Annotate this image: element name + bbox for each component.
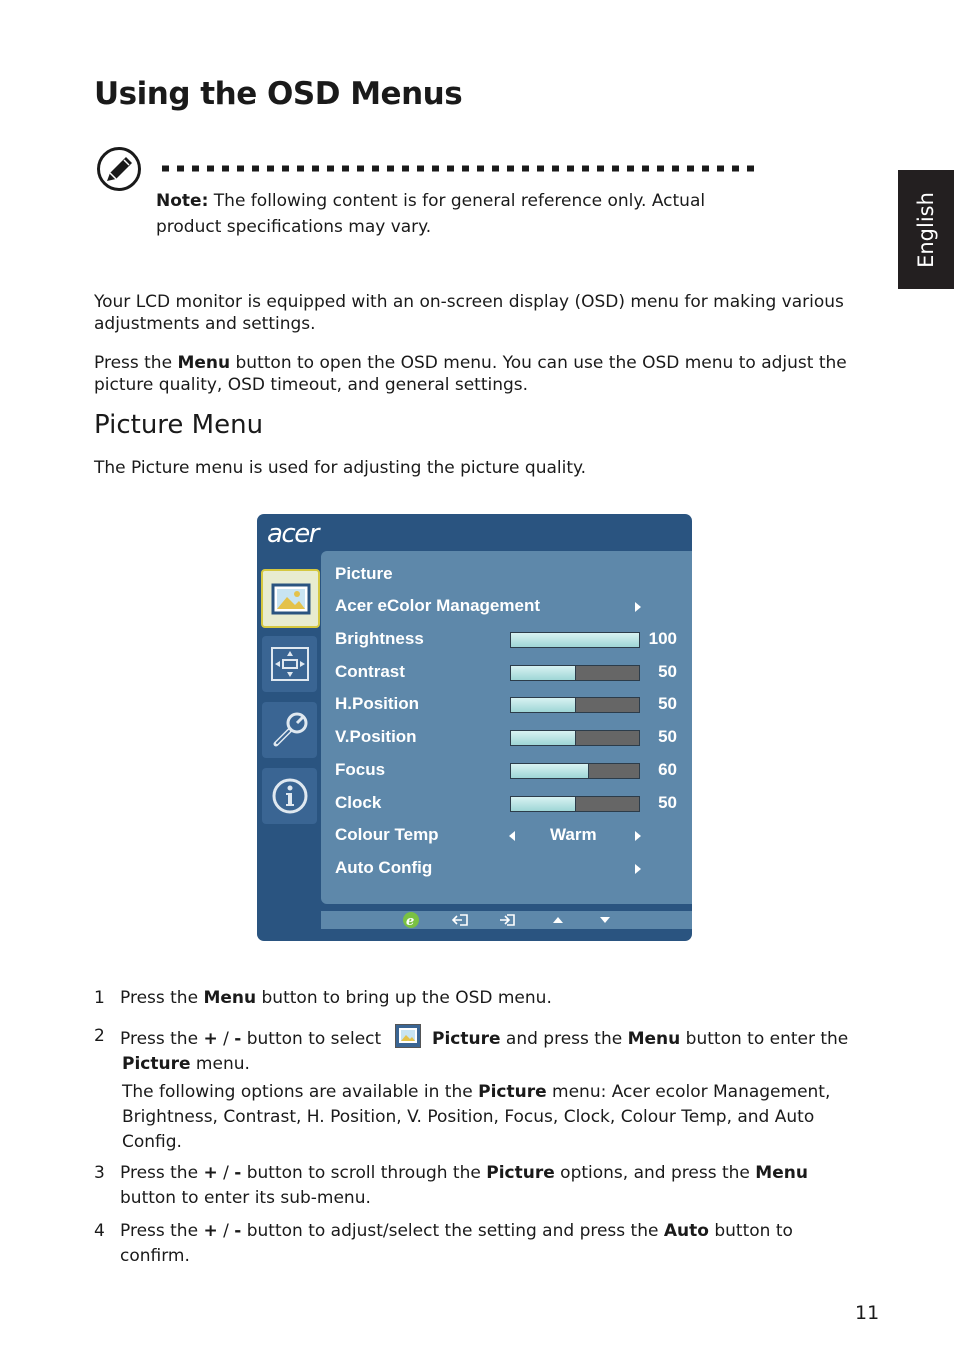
step-text: Press the <box>120 988 199 1008</box>
section-heading: Picture Menu <box>94 410 264 440</box>
step-text: options, and press the <box>560 1163 750 1183</box>
svg-text:acer: acer <box>267 519 318 546</box>
step-number: 4 <box>94 1221 105 1241</box>
osd-slider-value: 50 <box>658 694 677 713</box>
language-tab <box>898 170 954 289</box>
osd-slider-fill <box>511 698 576 712</box>
picture-icon <box>269 577 313 621</box>
step-text: Press the <box>120 1029 199 1049</box>
osd-slider-bar[interactable] <box>510 665 640 681</box>
osd-slider-label[interactable]: Contrast <box>335 662 405 681</box>
step-text: The following options are available in the <box>122 1082 473 1102</box>
step-text: button to adjust/select the setting and press the <box>246 1221 659 1241</box>
note-pen-icon <box>96 146 142 192</box>
note-body: The following content is for general reference only. Actual product specifications may vary. <box>156 191 706 237</box>
osd-slider-bar[interactable] <box>510 697 640 713</box>
osd-slider-label[interactable]: H.Position <box>335 694 420 713</box>
note-text <box>156 188 746 240</box>
osd-picture-panel <box>321 551 692 904</box>
plus-button-glyph: + <box>203 1029 218 1049</box>
step-text: / <box>223 1163 229 1183</box>
osd-panel-header: Picture <box>335 564 393 583</box>
step-text: button to confirm. <box>120 1221 793 1266</box>
step-text: button to enter its sub-menu. <box>120 1188 371 1208</box>
step-text: button to scroll through the <box>246 1163 481 1183</box>
chevron-left-icon[interactable] <box>509 831 515 841</box>
step-text: and press the <box>505 1029 623 1049</box>
osd-slider-bar[interactable] <box>510 763 640 779</box>
intro-text: button to open the OSD menu. You can use the OSD menu to adjust the picture quality, OSD timeout, and general settings. <box>94 353 847 395</box>
intro-text: Press the <box>94 353 173 373</box>
plus-button-glyph: + <box>203 1163 218 1183</box>
chevron-right-icon[interactable] <box>635 831 641 841</box>
settings-icon <box>268 708 312 752</box>
enter-icon[interactable] <box>498 912 518 928</box>
minus-button-glyph: - <box>234 1029 242 1049</box>
osd-slider-label[interactable]: Clock <box>335 793 382 812</box>
section-description: The Picture menu is used for adjusting the picture quality. <box>94 458 587 478</box>
osd-slider-fill <box>511 666 576 680</box>
osd-footer-bar <box>321 911 692 929</box>
step-bold: Picture <box>122 1054 191 1074</box>
step-bold: Menu <box>203 988 257 1008</box>
chevron-right-icon <box>635 602 641 612</box>
step-text: / <box>223 1029 229 1049</box>
step-text: button to enter the <box>685 1029 849 1049</box>
plus-button-glyph: + <box>203 1221 218 1241</box>
step-bold: Picture <box>486 1163 555 1183</box>
osd-colour-temp-value: Warm <box>550 825 597 844</box>
note-label: Note: <box>156 191 209 211</box>
osd-picture-tab[interactable] <box>261 569 320 628</box>
page-number: 11 <box>855 1302 880 1324</box>
osd-slider-fill <box>511 764 589 778</box>
step-bold: Picture <box>478 1082 547 1102</box>
osd-menu-screenshot <box>257 514 692 941</box>
osd-slider-bar[interactable] <box>510 796 640 812</box>
page-title: Using the OSD Menus <box>94 76 463 112</box>
position-icon <box>268 642 312 686</box>
osd-slider-bar[interactable] <box>510 730 640 746</box>
step-number: 1 <box>94 988 105 1008</box>
minus-button-glyph: - <box>234 1221 242 1241</box>
step-text: button to bring up the OSD menu. <box>261 988 552 1008</box>
chevron-right-icon <box>635 864 641 874</box>
step-text: button to select <box>246 1029 382 1049</box>
osd-slider-value: 50 <box>658 727 677 746</box>
intro-bold: Menu <box>177 353 231 373</box>
osd-slider-fill <box>511 797 576 811</box>
osd-slider-label[interactable]: Focus <box>335 760 386 779</box>
language-tab-label: English <box>914 191 938 268</box>
osd-ecolor-item[interactable]: Acer eColor Management <box>335 596 540 615</box>
step-bold: Menu <box>627 1029 681 1049</box>
step-text: menu. <box>195 1054 250 1074</box>
osd-slider-value: 100 <box>648 629 677 648</box>
exit-icon[interactable] <box>451 912 471 928</box>
osd-slider-value: 60 <box>658 760 677 779</box>
svg-text:e: e <box>406 914 415 928</box>
osd-slider-fill <box>511 731 576 745</box>
note-divider <box>160 165 758 172</box>
minus-button-glyph: - <box>234 1163 242 1183</box>
osd-slider-value: 50 <box>658 793 677 812</box>
step-bold: Picture <box>432 1029 501 1049</box>
step-text: Press the <box>120 1221 199 1241</box>
step-number: 2 <box>94 1026 105 1046</box>
intro-paragraph-1: Your LCD monitor is equipped with an on-screen display (OSD) menu for making various adjustments and settings. <box>94 292 844 334</box>
osd-slider-fill <box>511 633 640 647</box>
osd-info-tab[interactable] <box>262 768 317 824</box>
step-number: 3 <box>94 1163 105 1183</box>
osd-auto-config-item[interactable]: Auto Config <box>335 858 433 877</box>
step-text: / <box>223 1221 229 1241</box>
acer-logo <box>267 518 337 546</box>
picture-icon <box>395 1024 421 1048</box>
up-icon[interactable] <box>550 912 566 928</box>
step-2-options <box>122 1080 860 1155</box>
intro-paragraph-2 <box>94 352 864 396</box>
info-icon <box>268 774 312 818</box>
osd-position-tab[interactable] <box>262 636 317 692</box>
osd-slider-label[interactable]: Brightness <box>335 629 424 648</box>
osd-slider-bar[interactable] <box>510 632 640 648</box>
step-bold: Auto <box>663 1221 709 1241</box>
ecolor-icon[interactable] <box>401 912 421 928</box>
step-bold: Menu <box>755 1163 808 1183</box>
down-icon[interactable] <box>597 912 613 928</box>
step-text: menu: Acer ecolor Management, Brightness, Contrast, H. Position, V. Position, Focus, Clock, Colour Temp, and Auto Config. <box>122 1082 831 1152</box>
osd-slider-label[interactable]: V.Position <box>335 727 417 746</box>
step-text: Press the <box>120 1163 199 1183</box>
osd-settings-tab[interactable] <box>262 702 317 758</box>
osd-slider-value: 50 <box>658 662 677 681</box>
osd-colour-temp-item[interactable]: Colour Temp <box>335 825 439 844</box>
